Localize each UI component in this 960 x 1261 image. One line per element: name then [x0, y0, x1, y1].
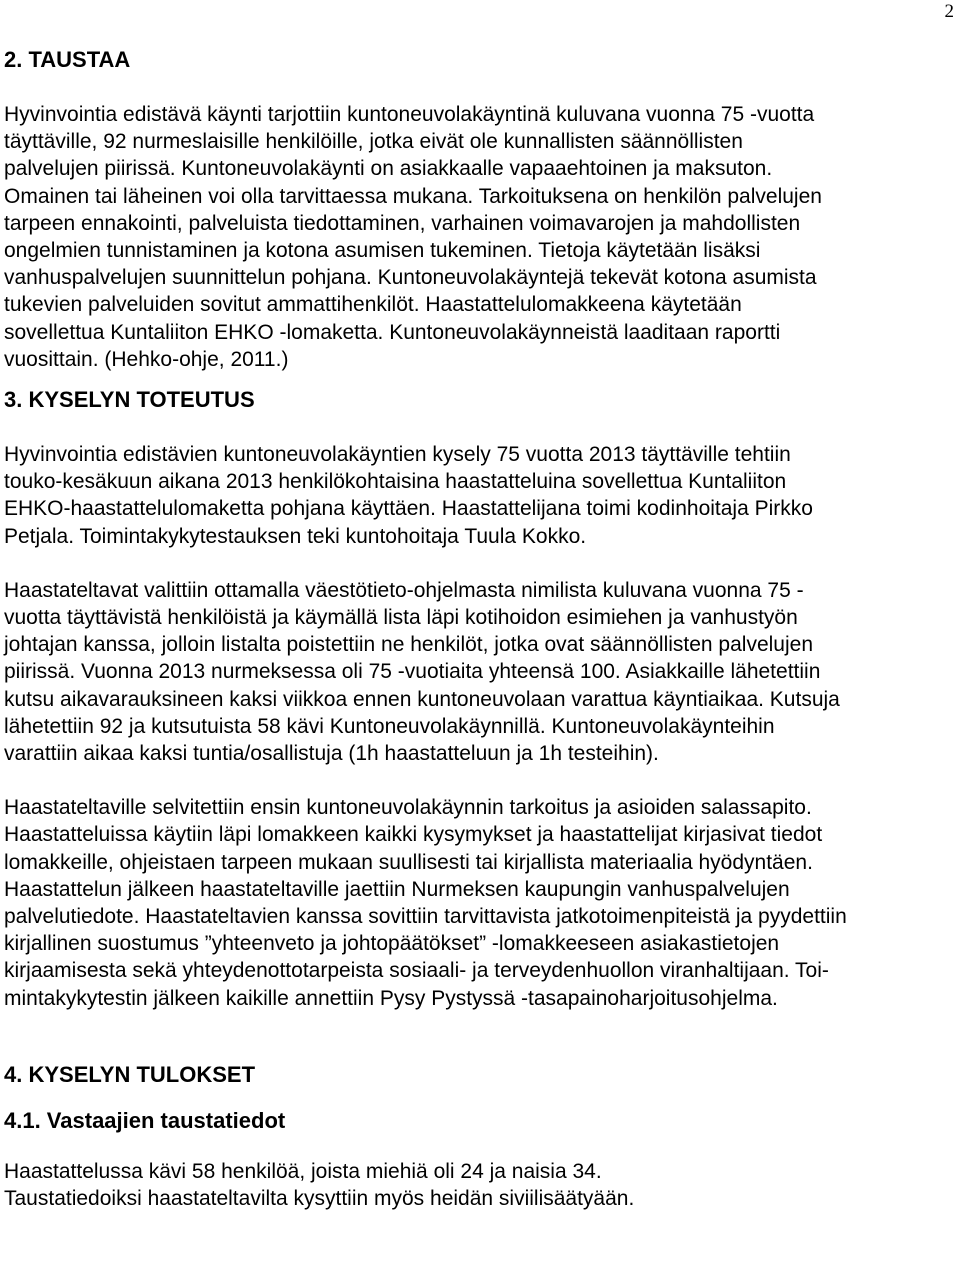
section-heading-tulokset: 4. KYSELYN TULOKSET [4, 1061, 256, 1087]
page-number: 2 [944, 1, 954, 22]
subsection-heading-taustatiedot: 4.1. Vastaajien taustatiedot [4, 1107, 286, 1133]
paragraph-toteutus-1: Hyvinvointia edistävien kuntoneuvolakäyntien kysely 75 vuotta 2013 täyttäville tehtiin touko-kesäkuun aikana 2013 henkilökohtaisina haastatteluina sovellettua Kuntaliiton EHKO-haastattelulomaketta pohjana käyttäen. Haastattelijana toimi kodinhoitaja Pirkko Petjala. Toimintakykytestauksen teki kuntohoitaja Tuula Kokko. [4, 443, 813, 548]
paragraph-taustaa: Hyvinvointia edistävä käynti tarjottiin kuntoneuvolakäyntinä kuluvana vuonna 75 -vuotta täyttäville, 92 nurmeslaisille henkilöille, jotka eivät ole kunnallisten säännöllisten palvelujen piirissä. Kuntoneuvolakäynti on asiakkaalle vapaaehtoinen ja maksuton. Omainen tai läheinen voi olla tarvittaessa mukana. Tarkoituksena on henkilön palvelujen tarpeen ennakointi, palveluista tiedottaminen, varhainen voimavarojen ja mahdollisten ongelmien tunnistaminen ja kotona asumisen tukeminen. Tietoja käytetään lisäksi vanhuspalvelujen suunnittelun pohjana. Kuntoneuvolakäyntejä tekevät kotona asumista tukevien palveluiden sovitut ammattihenkilöt. Haastattelulomakkeena käytetään sovellettua Kuntaliiton EHKO -lomaketta. Kuntoneuvolakäynneistä laaditaan raportti vuosittain. (Hehko-ohje, 2011.) [4, 103, 822, 371]
document-body [4, 46, 956, 1212]
paragraph-taustatiedot: Haastattelussa kävi 58 henkilöä, joista miehiä oli 24 ja naisia 34. Taustatiedoiksi haastateltavilta kysyttiin myös heidän siviilisäätyään. [4, 1159, 635, 1211]
section-heading-toteutus: 3. KYSELYN TOTEUTUS [4, 387, 255, 413]
paragraph-toteutus-3: Haastateltaville selvitettiin ensin kuntoneuvolakäynnin tarkoitus ja asioiden salassapito. Haastatteluissa käytiin läpi lomakkeen kaikki kysymykset ja haastattelijat kirjasivat tiedot lomakkeille, ohjeistaen tarpeen mukaan suullisesti tai kirjallista materiaalia hyödyntäen. Haastattelun jälkeen haastateltaville jaettiin Nurmeksen kaupungin vanhuspalvelujen palvelutiedote. Haastateltavien kanssa sovittiin tarvittavista jatkotoimenpiteistä ja pyydettiin kirjallinen suostumus ”yhteenveto ja johtopäätökset” -lomakkeeseen asiakastietojen kirjaamisesta sekä yhteydenottotarpeista sosiaali- ja terveydenhuollon viranhaltijaan. Toi- mintakykytestin jälkeen kaikille annettiin Pysy Pystyssä -tasapainoharjoitusohjelma. [4, 796, 847, 1010]
section-heading-taustaa: 2. TAUSTAA [4, 47, 131, 72]
paragraph-toteutus-2: Haastateltavat valittiin ottamalla väestötieto-ohjelmasta nimilista kuluvana vuonna 75 - vuotta täyttävistä henkilöistä ja käymällä lista läpi kotihoidon esimiehen ja vanhustyön johtajan kanssa, jolloin listalta poistettiin ne henkilöt, jotka ovat säännöllisten palvelujen piirissä. Vuonna 2013 nurmeksessa oli 75 -vuotiaita yhteensä 100. Asiakkaille lähetettiin kutsu aikavarauksineen kaksi viikkoa ennen kuntoneuvolaan varattua käyntiaikaa. Kutsuja lähetettiin 92 ja kutsutuista 58 kävi Kuntoneuvolakäynnillä. Kuntoneuvolakäynteihin varattiin aikaa kaksi tuntia/osallistuja (1h haastatteluun ja 1h testeihin). [4, 578, 840, 766]
